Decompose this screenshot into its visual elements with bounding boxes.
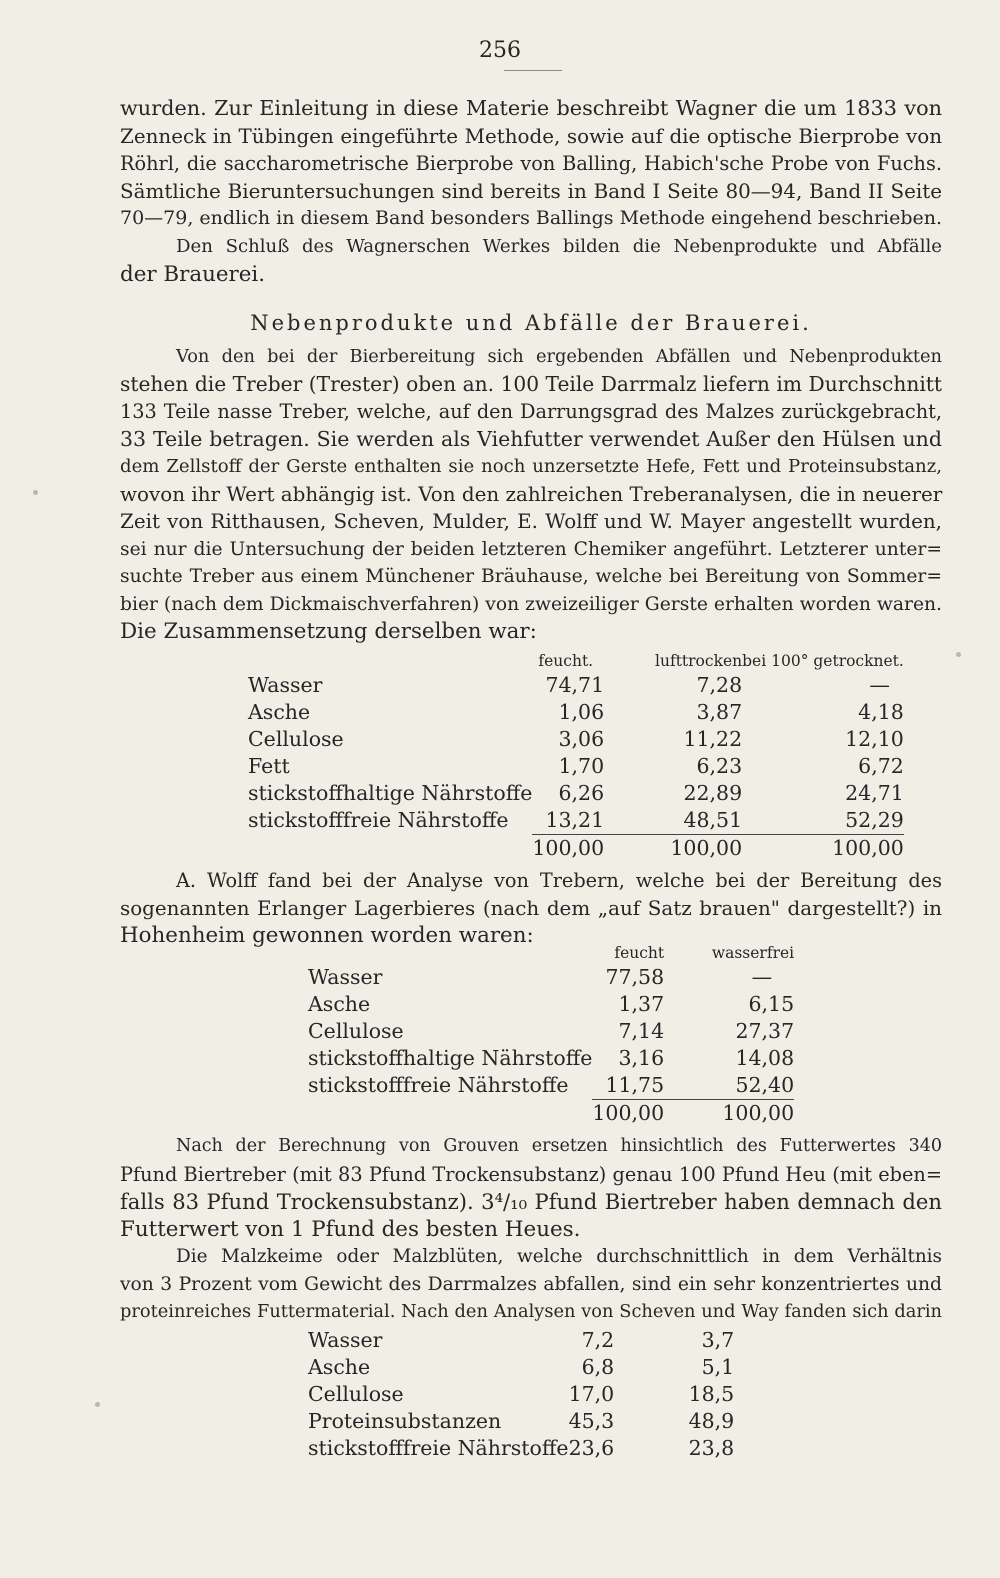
text-line: 133 Teile nasse Treber, welche, auf den Darrungsgrad des Malzes zurückgebracht, [120, 400, 942, 423]
text-line: Hohenheim gewonnen worden waren: [120, 923, 534, 948]
text-line: Sämtliche Bieruntersuchungen sind bereits in Band I Seite 80—94, Band II Seite [120, 179, 942, 203]
cell-value: 23,8 [688, 1436, 735, 1460]
cell-value: — [751, 965, 773, 989]
cell-value: 22,89 [683, 781, 743, 805]
text-line: 33 Teile betragen. Sie werden als Viehfutter verwendet Außer den Hülsen und [120, 426, 942, 451]
cell-value: 23,6 [568, 1436, 615, 1460]
cell-value: 13,21 [545, 808, 605, 832]
cell-value: 3,16 [618, 1046, 665, 1070]
table-malzkeime [308, 1327, 734, 1462]
text-line: proteinreiches Futtermaterial. Nach den Analysen von Scheven und Way fanden sich darin [120, 1301, 942, 1322]
cell-value: 17,0 [568, 1382, 615, 1406]
column-header: feucht. [538, 652, 594, 670]
row-label: Asche [308, 1355, 371, 1379]
paragraph-1 [120, 95, 942, 233]
cell-value: 18,5 [688, 1382, 735, 1406]
table-row [308, 1018, 794, 1045]
column-header: bei 100° getrocknet. [742, 652, 904, 670]
table-header-row [308, 942, 794, 964]
text-line: wovon ihr Wert abhängig ist. Von den zahlreichen Treberanalysen, die in neuerer [120, 482, 943, 506]
text-line: Nach der Berechnung von Grouven ersetzen hinsichtlich des Futterwertes 340 [176, 1136, 942, 1156]
cell-value: 3,7 [701, 1328, 735, 1352]
row-label: stickstofffreie Nährstoffe [308, 1436, 569, 1460]
row-label: Cellulose [308, 1019, 404, 1043]
page-number: 256 [479, 38, 521, 63]
text-line: falls 83 Pfund Trockensubstanz). 3⁴/₁₀ Pfund Biertreber haben demnach den [120, 1189, 942, 1214]
table-row [308, 964, 794, 991]
row-label: stickstofffreie Nährstoffe [308, 1073, 569, 1098]
cell-value: 12,10 [845, 727, 904, 751]
table-row [248, 780, 904, 807]
table-row [308, 1408, 734, 1435]
cell-value: 4,18 [858, 700, 904, 724]
row-label: Wasser [308, 1328, 383, 1352]
row-label: Fett [248, 754, 290, 778]
cell-value: 74,71 [545, 673, 605, 697]
total-value: 100,00 [664, 1100, 794, 1128]
row-label: Wasser [248, 673, 323, 697]
table-treber-wolff [308, 942, 794, 1127]
paragraph-4 [120, 867, 942, 950]
cell-value: 11,22 [683, 727, 743, 751]
text-line: suchte Treber aus einem Münchener Bräuhause, welche bei Bereitung von Sommer= [120, 566, 942, 587]
text-line: sogenannten Erlanger Lagerbieres (nach dem „auf Satz brauen" dargestellt?) in [120, 896, 942, 920]
total-value: 100,00 [742, 835, 904, 863]
text-line: wurden. Zur Einleitung in diese Materie beschreibt Wagner die um 1833 von [120, 96, 942, 120]
cell-value: 6,72 [858, 754, 904, 778]
table-row [308, 1327, 734, 1354]
table-row [308, 1354, 734, 1381]
text-line: Futterwert von 1 Pfund des besten Heues. [120, 1216, 581, 1242]
text-line: bier (nach dem Dickmaischverfahren) von zweizeiliger Gerste erhalten worden waren. [120, 593, 942, 615]
text-line: 70—79, endlich in diesem Band besonders Ballings Methode eingehend beschrieben. [120, 207, 943, 229]
text-line: der Brauerei. [120, 261, 266, 287]
text-line: A. Wolff fand bei der Analyse von Trebern, welche bei der Bereitung des [176, 869, 942, 892]
cell-value: — [869, 673, 890, 697]
cell-value: 6,15 [748, 992, 795, 1016]
scan-speck [956, 652, 961, 657]
section-heading: Nebenprodukte und Abfälle der Brauerei. [250, 311, 812, 335]
text-line: stehen die Treber (Trester) oben an. 100 Teile Darrmalz liefern im Durchschnitt [120, 371, 942, 396]
text-line: dem Zellstoff der Gerste enthalten sie noch unzersetzte Hefe, Fett und Proteinsubstanz, [120, 456, 942, 477]
table-row [248, 672, 904, 699]
row-label: stickstoffhaltige Nährstoffe [308, 1046, 593, 1070]
scan-speck [95, 1402, 100, 1407]
table-row [248, 807, 904, 835]
cell-value: 52,29 [845, 808, 904, 832]
text-line: Die Malzkeime oder Malzblüten, welche durchschnittlich in dem Verhältnis [176, 1246, 942, 1267]
table-row [308, 1072, 794, 1100]
total-value: 100,00 [604, 835, 742, 863]
page-number-rule [504, 70, 562, 71]
row-label: Asche [248, 700, 311, 724]
column-header: lufttrocken [655, 652, 743, 670]
table-row [308, 1381, 734, 1408]
cell-value: 14,08 [735, 1046, 795, 1070]
row-label: stickstofffreie Nährstoffe [248, 808, 509, 833]
row-label: Cellulose [248, 727, 344, 751]
cell-value: 45,3 [568, 1409, 615, 1433]
cell-value: 52,40 [735, 1073, 795, 1097]
text-line: Von den bei der Bierbereitung sich ergebenden Abfällen und Nebenprodukten [176, 346, 942, 367]
cell-value: 48,9 [688, 1409, 735, 1433]
row-label: stickstoffhaltige Nährstoffe [248, 781, 533, 805]
table-total-row [248, 835, 904, 863]
cell-value: 1,70 [558, 754, 605, 778]
cell-value: 11,75 [605, 1073, 665, 1097]
table-row [308, 1435, 734, 1462]
cell-value: 77,58 [605, 965, 665, 989]
total-value: 100,00 [592, 1101, 665, 1125]
text-line: von 3 Prozent vom Gewicht des Darrmalzes abfallen, sind ein sehr konzentriertes und [120, 1273, 942, 1295]
table-row [308, 991, 794, 1018]
table-row [248, 699, 904, 726]
table-header-row [248, 650, 904, 672]
cell-value: 5,1 [701, 1355, 735, 1379]
paragraph-5 [120, 1133, 942, 1243]
table-row [248, 753, 904, 780]
scan-speck [33, 490, 38, 495]
total-value: 100,00 [532, 836, 605, 860]
paragraph-2 [120, 233, 942, 288]
table-treber-mayer [248, 650, 904, 862]
text-line: Die Zusammensetzung derselben war: [120, 619, 537, 644]
text-line: sei nur die Untersuchung der beiden letzteren Chemiker angeführt. Letzterer unter= [120, 538, 942, 560]
text-line: Zeit von Ritthausen, Scheven, Mulder, E. Wolff und W. Mayer angestellt wurden, [120, 510, 942, 533]
table-row [308, 1045, 794, 1072]
cell-value: 7,28 [696, 673, 743, 697]
text-line: Röhrl, die saccharometrische Bierprobe von Balling, Habich'sche Probe von Fuchs. [120, 152, 942, 175]
paragraph-3 [120, 343, 942, 646]
row-label: Proteinsubstanzen [308, 1409, 502, 1433]
cell-value: 6,23 [696, 754, 743, 778]
row-label: Cellulose [308, 1382, 404, 1406]
cell-value: 3,87 [696, 700, 743, 724]
cell-value: 7,2 [581, 1328, 615, 1352]
row-label: Asche [308, 992, 371, 1016]
cell-value: 27,37 [735, 1019, 795, 1043]
cell-value: 3,06 [558, 727, 605, 751]
column-header: feucht [614, 944, 665, 962]
cell-value: 24,71 [845, 781, 904, 805]
cell-value: 7,14 [618, 1019, 665, 1043]
table-row [248, 726, 904, 753]
text-line: Pfund Biertreber (mit 83 Pfund Trockensubstanz) genau 100 Pfund Heu (mit eben= [120, 1162, 942, 1186]
cell-value: 48,51 [683, 808, 743, 832]
cell-value: 1,06 [558, 700, 605, 724]
cell-value: 6,26 [558, 781, 605, 805]
column-header: wasserfrei [711, 944, 795, 962]
cell-value: 6,8 [581, 1355, 615, 1379]
text-line: Zenneck in Tübingen eingeführte Methode, sowie auf die optische Bierprobe von [120, 124, 942, 148]
paragraph-6 [120, 1243, 942, 1326]
table-total-row [308, 1100, 794, 1128]
row-label: Wasser [308, 965, 383, 989]
cell-value: 1,37 [618, 992, 665, 1016]
text-line: Den Schluß des Wagnerschen Werkes bilden die Nebenprodukte und Abfälle [176, 236, 942, 257]
